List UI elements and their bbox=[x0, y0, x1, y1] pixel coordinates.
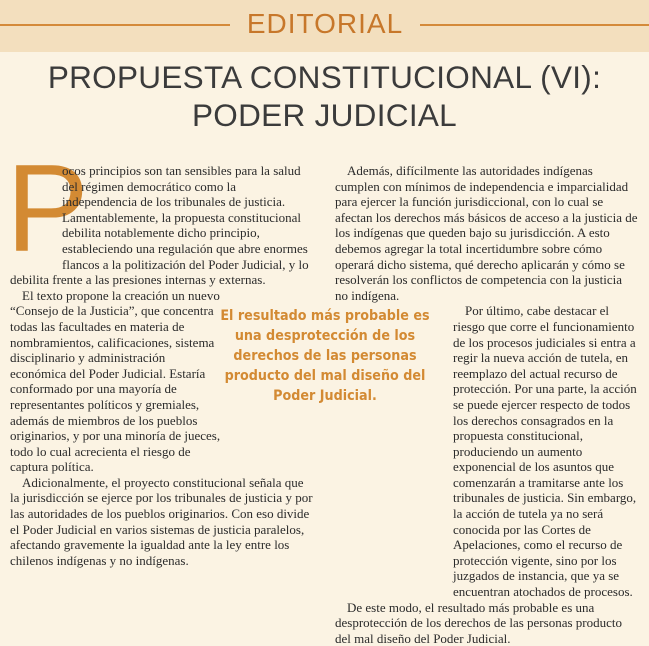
right-paragraph-2: Por último, cabe destacar el riesgo que corre el funcionamiento de los procesos judiciales si entra a regir la nueva acción de tutela, en reemplazo del actual recurso de protección. Por una parte, la acción se puede ejercer respecto de todos los derechos consagrados en la propuesta constitucional, produciendo un aumento exponencial de los asuntos que comenzarán a tramitarse ante los tribunales de justicia. Sin embargo, la acción de tutela ya no será conocida por las Cortes de Apelaciones, como el recurso de protección vigente, sino por los juzgados de instancia, que ya se encuentran atochados de procesos. bbox=[453, 303, 637, 600]
kicker-rule-right bbox=[420, 24, 649, 26]
left-paragraph-3: Adicionalmente, el proyecto constitucional señala que la jurisdicción se ejerce por los tribunales de justicia y por las autoridades de los pueblos originarios. Con eso divide el Poder Judicial en varios sistemas de justicia paralelos, afectando gravemente la igualdad ante la ley entre los chilenos indígenas y no indígenas. bbox=[10, 474, 313, 568]
right-paragraph-3: De este modo, el resultado más probable es una desprotección de los derechos de las personas producto del mal diseño del Poder Judicial. bbox=[335, 599, 622, 646]
left-paragraph-2: El texto propone la creación un nuevo “Consejo de la Justicia”, que concentra todas las facultades en materia de nombramientos, calificaciones, sistema disciplinario y administración económica del Poder Judicial. Estaría conformado por una mayoría de representantes políticos y gremiales, además de miembros de los pueblos originarios, y por una minoría de jueces, todo lo cual acrecienta el riesgo de captura política. bbox=[10, 287, 221, 475]
headline-line-2: PODER JUDICIAL bbox=[192, 97, 457, 133]
section-label: EDITORIAL bbox=[246, 8, 404, 39]
headline bbox=[20, 58, 629, 134]
right-paragraph-1: Además, difícilmente las autoridades indígenas cumplen con mínimos de independencia e imparcialidad para ejercer la función jurisdiccional, con lo cual se afectan los derechos más básicos de acceso a la justicia de los indígenas que queden bajo su jurisdicción. A esto debemos agregar la total incertidumbre sobre cómo operará dicho sistema, qué derecho aplicarán y cómo se resolverán los conflictos de competencia con la justicia no indígena. bbox=[335, 163, 638, 303]
kicker-rule-left bbox=[0, 24, 230, 26]
left-paragraph-1: ocos principios son tan sensibles para la salud del régimen democrático como la independencia de los tribunales de justicia. Lamentablemente, la propuesta constitucional debilita notablemente dicho principio, estableciendo una regulación que abre enormes flancos a la politización del Poder Judicial, y lo debilita frente a las presiones internas y externas. bbox=[10, 163, 309, 288]
drop-cap: P bbox=[6, 140, 89, 278]
pull-quote: El resultado más probable es una desprotección de los derechos de las personas producto del mal diseño del Poder Judicial. bbox=[220, 308, 430, 404]
headline-line-1: PROPUESTA CONSTITUCIONAL (VI): bbox=[47, 59, 602, 95]
